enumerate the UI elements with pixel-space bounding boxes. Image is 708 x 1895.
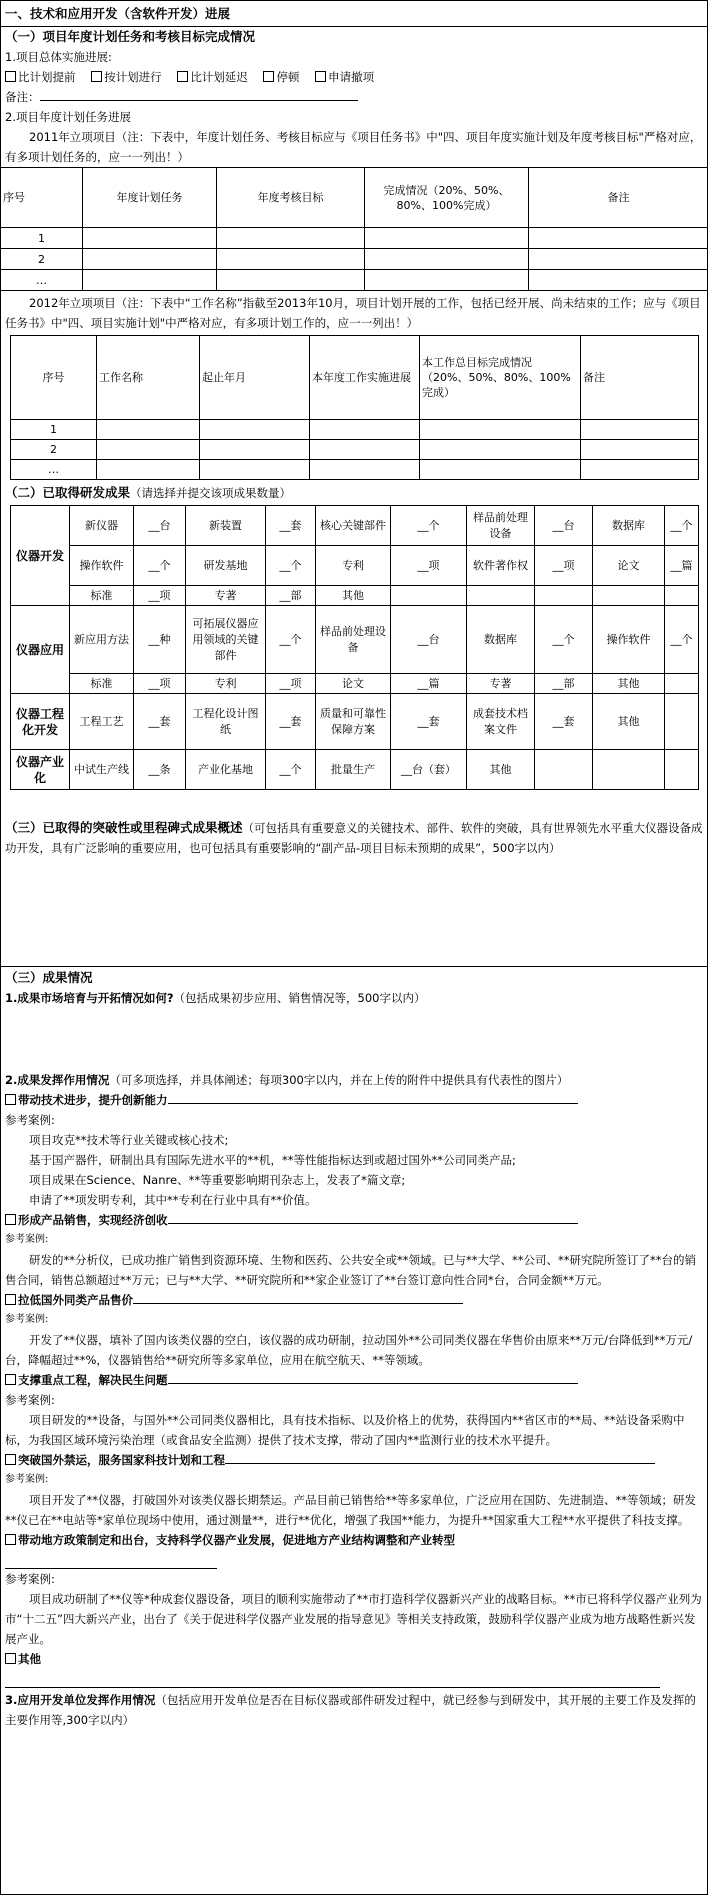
achievement-count-field[interactable]: __个 xyxy=(134,546,186,586)
result-item-heading[interactable] xyxy=(5,1290,703,1310)
cell-input[interactable] xyxy=(310,440,420,460)
result-item xyxy=(5,1530,703,1649)
achievement-type-label: 中试生产线 xyxy=(70,750,134,790)
achievement-type-label: 工程化设计图纸 xyxy=(186,694,266,750)
col-header: 起止年月 xyxy=(200,336,310,420)
achievements-table xyxy=(10,505,699,790)
reference-label: 参考案例: xyxy=(5,1393,55,1407)
progress-options xyxy=(5,67,703,87)
q2-title: 2.成果发挥作用情况 xyxy=(5,1073,110,1087)
col-header: 备注 xyxy=(529,168,708,228)
q3-hint: （包括应用开发单位是否在目标仪器或部件研发过程中，就已经参与到研发中，其开展的主要工作及发挥的主要作用等,300字以内） xyxy=(5,1693,696,1727)
achievement-count-field[interactable] xyxy=(665,586,699,606)
achievement-count-field[interactable]: __项 xyxy=(134,586,186,606)
milestones-heading xyxy=(5,818,703,858)
checkbox-icon[interactable] xyxy=(315,71,326,82)
achievement-count-field[interactable]: __个 xyxy=(665,606,699,674)
achievement-type-label: 数据库 xyxy=(467,606,535,674)
overall-progress-label: 1.项目总体实施进展: xyxy=(5,50,112,64)
result-item-heading[interactable] xyxy=(5,1370,703,1390)
subsection-plan-progress xyxy=(1,27,707,167)
subsection-hint: （请选择并提交该项成果数量） xyxy=(130,486,292,500)
achievements-heading xyxy=(5,483,703,503)
col-header: 年度计划任务 xyxy=(83,168,217,228)
reference-example: 项目开发了**仪器，打破国外对该类仪器长期禁运。产品目前已销售给**等多家单位，广泛应用在国防、先进制造、**等领域；研发**仪已在**电站等*家单位现场中使用，通过测量**，进行**优化，增强了我国**能力，为提升**国家重大工程**水平提供了科技支撑。 xyxy=(5,1493,696,1527)
cell-input[interactable] xyxy=(83,249,217,270)
achievement-count-field[interactable]: __台（套） xyxy=(391,750,467,790)
reference-example: 基于国产器件，研制出具有国际先进水平的**机，**等性能指标达到或超过国外**公司同类产品; xyxy=(29,1153,516,1167)
reference-example: 开发了**仪器，填补了国内该类仪器的空白，该仪器的成功研制，拉动国外**公司同类仪器在华售价由原来**万元/台降低到**万元/台，降幅超过**%，仪器销售给**研究所等多家单位，应用在航空航天、**等领域。 xyxy=(5,1333,693,1367)
checkbox-icon[interactable] xyxy=(5,1094,16,1105)
checkbox-icon[interactable] xyxy=(5,1534,16,1545)
col-header: 本年度工作实施进展 xyxy=(310,336,420,420)
row-number: 1 xyxy=(11,420,97,440)
achievement-type-label: 核心关键部件 xyxy=(316,506,391,546)
cell-input[interactable] xyxy=(217,228,365,249)
cell-input[interactable] xyxy=(581,420,699,440)
table-header-row xyxy=(11,336,699,420)
achievement-group-label: 仪器产业化 xyxy=(11,750,70,790)
achievement-count-field[interactable]: __部 xyxy=(535,674,593,694)
achievement-count-field[interactable]: __项 xyxy=(134,674,186,694)
achievement-type-label: 质量和可靠性保障方案 xyxy=(316,694,391,750)
option-ahead[interactable]: 比计划提前 xyxy=(5,70,76,84)
result-item-input[interactable] xyxy=(168,1211,578,1224)
achievement-row xyxy=(11,750,699,790)
achievement-type-label: 论文 xyxy=(316,674,391,694)
note-2012-block xyxy=(1,291,707,333)
achievement-count-field[interactable]: __个 xyxy=(266,606,316,674)
subsection-hint: （可包括具有重要意义的关键技术、部件、软件的突破，具有世界领先水平重大仪器设备成功开发，具有广泛影响的重要应用，也可包括具有重要影响的“副产品-项目目标未预期的成果”，500字以内） xyxy=(5,821,703,855)
achievement-type-label: 专利 xyxy=(316,546,391,586)
achievement-type-label xyxy=(593,586,665,606)
achievement-count-field[interactable]: __个 xyxy=(391,506,467,546)
achievement-count-field[interactable] xyxy=(665,674,699,694)
q2-heading xyxy=(5,1070,703,1090)
result-item-title: 带动地方政策制定和出台，支持科学仪器产业发展，促进地方产业结构调整和产业转型 xyxy=(18,1533,455,1547)
achievement-type-label: 工程工艺 xyxy=(70,694,134,750)
achievement-type-label: 标准 xyxy=(70,674,134,694)
result-item-heading[interactable] xyxy=(5,1210,703,1230)
milestones-input[interactable] xyxy=(5,858,703,960)
remark-input[interactable] xyxy=(40,88,358,101)
checkbox-icon[interactable] xyxy=(5,1454,16,1465)
cell-input[interactable] xyxy=(529,270,708,291)
achievement-type-label: 专著 xyxy=(467,674,535,694)
cell-input[interactable] xyxy=(200,460,310,480)
col-header: 年度考核目标 xyxy=(217,168,365,228)
achievement-count-field[interactable]: __项 xyxy=(535,546,593,586)
result-item xyxy=(5,1450,703,1530)
subsection-title: （三）已取得的突破性或里程碑式成果概述 xyxy=(5,820,243,835)
result-item-input[interactable] xyxy=(168,1091,578,1104)
result-item xyxy=(5,1649,703,1688)
reference-example: 项目攻克**技术等行业关键或核心技术; xyxy=(29,1133,229,1147)
cell-input[interactable] xyxy=(200,440,310,460)
q1-heading xyxy=(5,988,703,1008)
cell-input[interactable] xyxy=(365,249,529,270)
result-item-heading[interactable] xyxy=(5,1530,703,1550)
row-number: 2 xyxy=(1,249,83,270)
checkbox-icon[interactable] xyxy=(91,71,102,82)
table-row xyxy=(11,440,699,460)
result-item xyxy=(5,1370,703,1450)
checkbox-icon[interactable] xyxy=(5,1294,16,1305)
checkbox-icon[interactable] xyxy=(5,71,16,82)
cell-input[interactable] xyxy=(529,228,708,249)
remark-label: 备注： xyxy=(5,90,40,104)
divider xyxy=(1,966,707,967)
section-title: 一、技术和应用开发（含软件开发）进展 xyxy=(1,1,707,27)
cell-input[interactable] xyxy=(200,420,310,440)
cell-input[interactable] xyxy=(420,460,581,480)
q3-input[interactable] xyxy=(5,1730,703,1790)
achievement-count-field[interactable] xyxy=(391,586,467,606)
achievements-body xyxy=(11,506,699,790)
reference-example: 申请了**项发明专利，其中**专利在行业中具有**价值。 xyxy=(29,1193,317,1207)
reference-label: 参考案例: xyxy=(5,1474,49,1485)
reference-example: 项目成果在Science、Nanre、**等重要影响期刊杂志上，发表了*篇文章; xyxy=(29,1173,406,1187)
achievement-type-label: 其他 xyxy=(593,694,665,750)
checkbox-icon[interactable] xyxy=(5,1653,16,1664)
cell-input[interactable] xyxy=(420,420,581,440)
achievement-row xyxy=(11,694,699,750)
results-title: （三）成果情况 xyxy=(5,970,93,985)
achievement-count-field[interactable] xyxy=(535,586,593,606)
annual-progress-label: 2.项目年度计划任务进展 xyxy=(5,110,131,124)
option-delayed[interactable]: 比计划延迟 xyxy=(177,70,248,84)
result-item-input[interactable] xyxy=(5,1550,217,1569)
achievement-type-label: 其他 xyxy=(316,586,391,606)
achievement-type-label: 标准 xyxy=(70,586,134,606)
subsection-achievements xyxy=(1,483,707,503)
table-row xyxy=(1,270,708,291)
subsection-milestones xyxy=(1,818,707,960)
table-2012-works xyxy=(10,335,699,480)
result-item-title: 支撑重点工程，解决民生问题 xyxy=(18,1373,168,1387)
achievement-count-field[interactable]: __项 xyxy=(391,546,467,586)
result-item-input[interactable] xyxy=(133,1291,463,1304)
achievement-type-label: 其他 xyxy=(467,750,535,790)
checkbox-icon[interactable] xyxy=(5,1214,16,1225)
col-header: 备注 xyxy=(581,336,699,420)
table-row xyxy=(11,460,699,480)
q1-title: 1.成果市场培育与开拓情况如何? xyxy=(5,991,174,1005)
achievement-count-field[interactable]: __套 xyxy=(391,694,467,750)
q1-input[interactable] xyxy=(5,1008,703,1070)
row-number: … xyxy=(11,460,97,480)
col-header: 序号 xyxy=(1,168,83,228)
result-item-heading[interactable] xyxy=(5,1450,703,1470)
result-item-input[interactable] xyxy=(225,1451,655,1464)
q2-hint: （可多项选择，并具体阐述；每项300字以内，并在上传的附件中提供具有代表性的图片） xyxy=(109,1073,569,1087)
cell-input[interactable] xyxy=(217,270,365,291)
achievement-type-label: 可拓展仪器应用领域的关键部件 xyxy=(186,606,266,674)
remark-row xyxy=(5,87,703,107)
achievement-type-label: 专利 xyxy=(186,674,266,694)
achievement-row xyxy=(11,606,699,674)
achievement-type-label: 其他 xyxy=(593,674,665,694)
achievement-type-label: 新应用方法 xyxy=(70,606,134,674)
col-header: 完成情况（20%、50%、80%、100%完成） xyxy=(365,168,529,228)
option-stopped[interactable]: 停顿 xyxy=(263,70,299,84)
achievement-group-label: 仪器应用 xyxy=(11,606,70,694)
achievement-type-label: 专著 xyxy=(186,586,266,606)
reference-label: 参考案例: xyxy=(5,1113,55,1127)
achievement-type-label: 产业化基地 xyxy=(186,750,266,790)
cell-input[interactable] xyxy=(97,440,200,460)
section-results xyxy=(1,968,707,1790)
achievement-count-field[interactable]: __个 xyxy=(535,606,593,674)
cell-input[interactable] xyxy=(83,228,217,249)
reference-label: 参考案例: xyxy=(5,1314,49,1325)
achievement-type-label: 样品前处理设备 xyxy=(316,606,391,674)
result-item-title: 其他 xyxy=(18,1652,41,1666)
result-items xyxy=(5,1090,703,1688)
achievement-count-field[interactable]: __部 xyxy=(266,586,316,606)
cell-input[interactable] xyxy=(365,270,529,291)
achievement-type-label: 论文 xyxy=(593,546,665,586)
result-item xyxy=(5,1210,703,1290)
achievement-type-label: 成套技术档案文件 xyxy=(467,694,535,750)
achievement-count-field[interactable]: __台 xyxy=(391,606,467,674)
col-header: 工作名称 xyxy=(97,336,200,420)
achievement-row xyxy=(11,546,699,586)
checkbox-icon[interactable] xyxy=(263,71,274,82)
reference-example: 研发的**分析仪，已成功推广销售到资源环境、生物和医药、公共安全或**领域。已与**大学、**公司、**研究院所签订了**台的销售合同，销售总额超过**万元；已与**大学、**研究院所和**家企业签订了**台签订意向性合同*台，合同金额**万元。 xyxy=(5,1253,696,1287)
achievement-type-label: 新装置 xyxy=(186,506,266,546)
cell-input[interactable] xyxy=(97,420,200,440)
achievement-group-label: 仪器开发 xyxy=(11,506,70,606)
achievement-type-label: 软件著作权 xyxy=(467,546,535,586)
result-item-input[interactable] xyxy=(5,1669,660,1688)
achievement-count-field[interactable]: __种 xyxy=(134,606,186,674)
achievement-type-label: 新仪器 xyxy=(70,506,134,546)
result-item-heading[interactable] xyxy=(5,1090,703,1110)
cell-input[interactable] xyxy=(529,249,708,270)
cell-input[interactable] xyxy=(83,270,217,291)
result-item-input[interactable] xyxy=(168,1371,578,1384)
option-on-schedule[interactable]: 按计划进行 xyxy=(91,70,162,84)
achievement-type-label: 批量生产 xyxy=(316,750,391,790)
achievement-count-field[interactable]: __篇 xyxy=(665,546,699,586)
result-item-title: 带动技术进步，提升创新能力 xyxy=(18,1093,168,1107)
achievement-type-label xyxy=(593,750,665,790)
reference-label: 参考案例: xyxy=(5,1572,55,1586)
cell-input[interactable] xyxy=(97,460,200,480)
achievement-type-label: 样品前处理设备 xyxy=(467,506,535,546)
achievement-count-field[interactable]: __套 xyxy=(134,694,186,750)
achievement-count-field[interactable]: __篇 xyxy=(391,674,467,694)
achievement-type-label: 操作软件 xyxy=(70,546,134,586)
row-number: 2 xyxy=(11,440,97,460)
achievement-count-field[interactable]: __个 xyxy=(266,546,316,586)
cell-input[interactable] xyxy=(581,460,699,480)
table-row xyxy=(1,228,708,249)
option-withdraw[interactable]: 申请撤项 xyxy=(315,70,374,84)
subsection-title: （二）已取得研发成果 xyxy=(5,485,131,500)
table-row xyxy=(11,420,699,440)
table-header-row xyxy=(1,168,708,228)
result-item-title: 形成产品销售，实现经济创收 xyxy=(18,1213,168,1227)
col-header: 序号 xyxy=(11,336,97,420)
achievement-row xyxy=(11,674,699,694)
achievement-count-field[interactable]: __套 xyxy=(266,694,316,750)
result-item-title: 突破国外禁运，服务国家科技计划和工程 xyxy=(18,1453,225,1467)
achievement-count-field[interactable] xyxy=(535,750,593,790)
note-2012: 2012年立项项目（注：下表中“工作名称”指截至2013年10月，项目计划开展的工作，包括已经开展、尚未结束的工作；应与《项目任务书》中"四、项目实施计划"中严格对应，有多项计划工作的，应一一列出！） xyxy=(5,296,701,330)
q3-title: 3.应用开发单位发挥作用情况 xyxy=(5,1693,156,1707)
note-2011: 2011年立项项目（注：下表中，年度计划任务、考核目标应与《项目任务书》中"四、项目年度实施计划及年度考核目标"严格对应，有多项计划任务的，应一一列出！） xyxy=(5,130,702,164)
q1-hint: （包括成果初步应用、销售情况等，500字以内） xyxy=(173,991,426,1005)
achievement-count-field[interactable] xyxy=(665,694,699,750)
checkbox-icon[interactable] xyxy=(5,1374,16,1385)
achievement-count-field[interactable] xyxy=(665,750,699,790)
cell-input[interactable] xyxy=(310,460,420,480)
cell-input[interactable] xyxy=(310,420,420,440)
achievement-type-label: 操作软件 xyxy=(593,606,665,674)
q3-heading xyxy=(5,1690,703,1730)
row-number: … xyxy=(1,270,83,291)
reference-example: 项目成功研制了**仪等*种成套仪器设备，项目的顺利实施带动了**市打造科学仪器新兴产业的战略目标。**市已将科学仪器产业列为市“十二五”四大新兴产业，出台了《关于促进科学仪器产业发展的指导意见》等相关支持政策，鼓励科学仪器产业成为地方战略性新兴发展产业。 xyxy=(5,1592,702,1646)
achievement-row xyxy=(11,506,699,546)
cell-input[interactable] xyxy=(365,228,529,249)
result-item-heading[interactable] xyxy=(5,1649,703,1669)
achievement-type-label: 数据库 xyxy=(593,506,665,546)
achievement-row xyxy=(11,586,699,606)
table-row xyxy=(1,249,708,270)
achievement-count-field[interactable]: __套 xyxy=(266,506,316,546)
result-item-title: 拉低国外同类产品售价 xyxy=(18,1293,133,1307)
cell-input[interactable] xyxy=(217,249,365,270)
table-2011-tasks xyxy=(0,167,708,291)
achievement-count-field[interactable]: __台 xyxy=(535,506,593,546)
cell-input[interactable] xyxy=(581,440,699,460)
subsection-title: （一）项目年度计划任务和考核目标完成情况 xyxy=(5,29,256,44)
achievement-count-field[interactable]: __项 xyxy=(266,674,316,694)
row-number: 1 xyxy=(1,228,83,249)
cell-input[interactable] xyxy=(420,440,581,460)
achievement-group-label: 仪器工程化开发 xyxy=(11,694,70,750)
achievement-count-field[interactable]: __条 xyxy=(134,750,186,790)
achievement-count-field[interactable]: __个 xyxy=(665,506,699,546)
achievement-type-label: 研发基地 xyxy=(186,546,266,586)
achievement-count-field[interactable]: __套 xyxy=(535,694,593,750)
reference-example: 项目研发的**设备，与国外**公司同类仪器相比，具有技术指标、以及价格上的优势，获得国内**省区市的**局、**站设备采购中标，为我国区域环境污染治理（或食品安全监测）提供了技术支撑，带动了国内**监测行业的技术水平提升。 xyxy=(5,1413,685,1447)
achievement-count-field[interactable]: __个 xyxy=(266,750,316,790)
achievement-count-field[interactable]: __台 xyxy=(134,506,186,546)
col-header: 本工作总目标完成情况（20%、50%、80%、100%完成） xyxy=(420,336,581,420)
achievement-type-label xyxy=(467,586,535,606)
checkbox-icon[interactable] xyxy=(177,71,188,82)
result-item xyxy=(5,1290,703,1370)
result-item xyxy=(5,1090,703,1210)
reference-label: 参考案例: xyxy=(5,1234,49,1245)
